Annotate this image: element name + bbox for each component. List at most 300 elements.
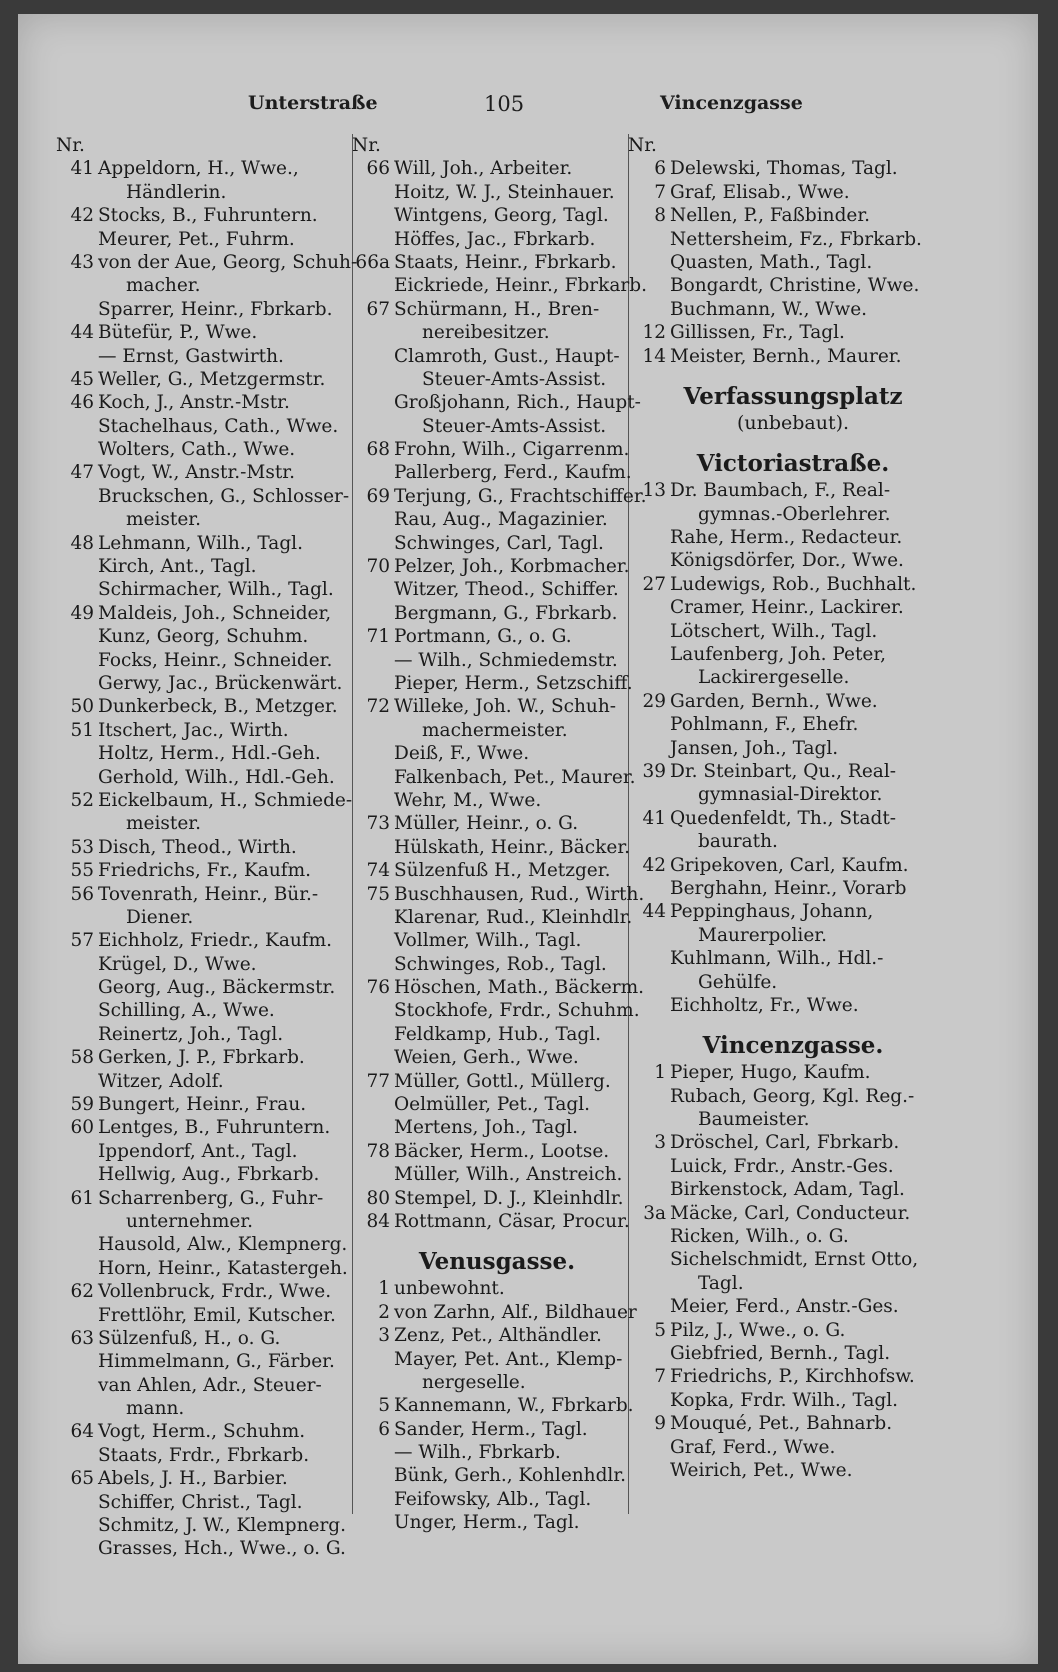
- entry-text: Höschen, Math., Bäckerm.: [394, 977, 645, 999]
- entry-text: — Wilh., Schmiedemstr.: [394, 649, 618, 671]
- house-number: 51: [70, 719, 94, 741]
- directory-entry: [56, 1280, 361, 1303]
- entry-text: Stempel, D. J., Kleinhdlr.: [394, 1187, 624, 1209]
- directory-entry: [56, 134, 361, 157]
- directory-entry: [56, 1374, 361, 1397]
- directory-entry: [352, 1371, 642, 1394]
- entry-text: Georg, Aug., Bäckermstr.: [98, 977, 336, 999]
- directory-entry: [352, 672, 642, 695]
- directory-entry: [628, 228, 958, 251]
- entry-text: Vollenbruck, Frdr., Wwe.: [98, 1281, 332, 1303]
- house-number: 68: [366, 439, 390, 461]
- house-number: 6: [378, 1418, 390, 1440]
- entry-text: Quedenfeldt, Th., Stadt-: [670, 807, 897, 829]
- directory-entry: [56, 321, 361, 344]
- directory-entry: [56, 1116, 361, 1139]
- house-number: 42: [70, 205, 94, 227]
- house-number: 44: [70, 322, 94, 344]
- directory-entry: [352, 1187, 642, 1210]
- entry-text: Witzer, Theod., Schiffer.: [394, 579, 619, 601]
- house-number: 1: [378, 1278, 390, 1300]
- directory-entry: [628, 971, 958, 994]
- street-heading: [628, 1017, 958, 1061]
- entry-text: Jansen, Joh., Tagl.: [670, 737, 839, 759]
- header-right-street: Vincenzgasse: [660, 92, 803, 114]
- directory-entry: [352, 766, 642, 789]
- directory-entry: [352, 274, 647, 297]
- entry-text: Appeldorn, H., Wwe.,: [98, 158, 299, 180]
- house-number: 2: [378, 1301, 390, 1323]
- street-heading: [628, 368, 958, 412]
- entry-text: Vogt, W., Anstr.-Mstr.: [98, 462, 295, 484]
- entry-text: von der Aue, Georg, Schuh-: [98, 251, 358, 273]
- entry-text: Müller, Gottl., Müllerg.: [394, 1070, 611, 1092]
- directory-entry: [56, 929, 361, 952]
- directory-entry: [628, 1225, 958, 1248]
- entry-text: Eichholtz, Fr., Wwe.: [670, 994, 859, 1016]
- directory-entry: [628, 526, 958, 549]
- entry-text: Bergmann, G., Fbrkarb.: [394, 602, 618, 624]
- house-number: 55: [70, 860, 94, 882]
- entry-text: Bungert, Heinr., Frau.: [98, 1094, 307, 1116]
- entry-text: Meier, Ferd., Anstr.-Ges.: [670, 1296, 899, 1318]
- directory-entry: [352, 1046, 642, 1069]
- house-number: 60: [70, 1117, 94, 1139]
- directory-entry: [56, 1093, 361, 1116]
- entry-text: machermeister.: [422, 719, 568, 741]
- entry-text: Gillissen, Fr., Tagl.: [670, 322, 845, 344]
- house-number: 27: [642, 573, 666, 595]
- house-number: 56: [70, 883, 94, 905]
- entry-text: Pelzer, Joh., Korbmacher.: [394, 556, 630, 578]
- directory-entry: [352, 1070, 642, 1093]
- directory-column-3: [628, 134, 958, 1482]
- entry-text: Vincenzgasse.: [702, 1032, 884, 1060]
- entry-text: Meister, Bernh., Maurer.: [670, 345, 902, 367]
- house-number: 1: [654, 1062, 666, 1084]
- directory-entry: [56, 953, 361, 976]
- entry-text: Witzer, Adolf.: [98, 1070, 224, 1092]
- house-number: 69: [366, 485, 390, 507]
- entry-text: Wolters, Cath., Wwe.: [98, 439, 296, 461]
- entry-text: Rottmann, Cäsar, Procur.: [394, 1210, 630, 1232]
- directory-entry: [352, 602, 642, 625]
- house-number: 80: [366, 1187, 390, 1209]
- directory-entry: [352, 485, 647, 508]
- directory-entry: [628, 807, 958, 830]
- directory-entry: [352, 649, 642, 672]
- house-number: 76: [366, 977, 390, 999]
- directory-entry: [352, 1116, 642, 1139]
- entry-text: Sülzenfuß H., Metzger.: [394, 860, 611, 882]
- directory-entry: [352, 742, 642, 765]
- entry-text: Nettersheim, Fz., Fbrkarb.: [670, 228, 922, 250]
- entry-text: Will, Joh., Arbeiter.: [394, 158, 573, 180]
- column-label: Nr.: [56, 135, 85, 156]
- directory-entry: [628, 1412, 958, 1435]
- entry-text: Rubach, Georg, Kgl. Reg.-: [670, 1085, 915, 1107]
- entry-text: Gerhold, Wilh., Hdl.-Geh.: [98, 766, 335, 788]
- house-number: 47: [70, 462, 94, 484]
- entry-text: Großjohann, Rich., Haupt-: [394, 392, 641, 414]
- directory-entry: [56, 508, 361, 531]
- entry-text: Lehmann, Wilh., Tagl.: [98, 532, 303, 554]
- directory-entry: [56, 1304, 361, 1327]
- directory-entry: [628, 204, 958, 227]
- entry-text: Kopka, Frdr. Wilh., Tagl.: [670, 1389, 899, 1411]
- directory-entry: [56, 251, 361, 274]
- directory-entry: [628, 1389, 958, 1412]
- entry-text: Willeke, Joh. W., Schuh-: [394, 696, 616, 718]
- entry-text: Holtz, Herm., Hdl.-Geh.: [98, 743, 321, 765]
- house-number: 52: [70, 789, 94, 811]
- entry-text: Kannemann, W., Fbrkarb.: [394, 1395, 634, 1417]
- entry-text: Hoitz, W. J., Steinhauer.: [394, 181, 615, 203]
- directory-entry: [56, 812, 361, 835]
- directory-entry: [628, 274, 958, 297]
- house-number: 12: [642, 322, 666, 344]
- entry-text: Frohn, Wilh., Cigarrenm.: [394, 439, 630, 461]
- directory-entry: [56, 1140, 361, 1163]
- directory-entry: [352, 1140, 642, 1163]
- directory-entry: [628, 345, 958, 368]
- house-number: 53: [70, 836, 94, 858]
- house-number: 39: [642, 760, 666, 782]
- entry-text: Mayer, Pet. Ant., Klemp-: [394, 1348, 623, 1370]
- house-number: 63: [70, 1327, 94, 1349]
- entry-text: Luick, Frdr., Anstr.-Ges.: [670, 1155, 894, 1177]
- entry-text: Pallerberg, Ferd., Kaufm.: [394, 462, 632, 484]
- entry-text: Unger, Herm., Tagl.: [394, 1512, 580, 1534]
- directory-entry: [352, 1324, 642, 1347]
- directory-entry: [352, 1488, 642, 1511]
- entry-text: Himmelmann, G., Färber.: [98, 1351, 335, 1373]
- house-number: 71: [366, 626, 390, 648]
- directory-entry: [352, 204, 642, 227]
- entry-text: Mäcke, Carl, Conducteur.: [670, 1202, 911, 1224]
- entry-text: Bütefür, P., Wwe.: [98, 322, 258, 344]
- directory-entry: [628, 251, 958, 274]
- directory-entry: [56, 1350, 361, 1373]
- directory-entry: [56, 976, 361, 999]
- house-number: 74: [366, 860, 390, 882]
- directory-entry: [628, 1295, 958, 1318]
- directory-entry: [628, 1459, 958, 1482]
- directory-entry: [56, 368, 361, 391]
- entry-text: Weien, Gerh., Wwe.: [394, 1047, 579, 1069]
- directory-entry: [56, 274, 361, 297]
- entry-text: Pieper, Herm., Setzschiff.: [394, 672, 633, 694]
- directory-entry: [56, 298, 361, 321]
- directory-entry: [56, 461, 361, 484]
- directory-entry: [352, 906, 642, 929]
- directory-entry: [352, 789, 642, 812]
- entry-text: Gerwy, Jac., Brückenwärt.: [98, 672, 343, 694]
- directory-entry: [352, 1301, 642, 1324]
- entry-text: Müller, Wilh., Anstreich.: [394, 1164, 623, 1186]
- directory-entry: [628, 596, 958, 619]
- house-number: 9: [654, 1413, 666, 1435]
- house-number: 29: [642, 690, 666, 712]
- entry-text: gymnasial-Direktor.: [698, 784, 883, 806]
- directory-entry: [628, 134, 958, 157]
- directory-entry: [352, 532, 642, 555]
- entry-text: Ippendorf, Ant., Tagl.: [98, 1140, 298, 1162]
- entry-text: Bäcker, Herm., Lootse.: [394, 1140, 610, 1162]
- house-number: 13: [642, 480, 666, 502]
- entry-text: Berghahn, Heinr., Vorarb: [670, 877, 907, 899]
- directory-entry: [56, 1327, 361, 1350]
- directory-entry: [628, 321, 958, 344]
- entry-text: Venusgasse.: [418, 1248, 576, 1276]
- directory-entry: [628, 737, 958, 760]
- entry-text: Königsdörfer, Dor., Wwe.: [670, 550, 904, 572]
- directory-entry: [352, 625, 642, 648]
- directory-entry: [56, 742, 361, 765]
- directory-entry: [352, 1394, 642, 1417]
- entry-text: Schirmacher, Wilh., Tagl.: [98, 579, 334, 601]
- entry-text: — Ernst, Gastwirth.: [98, 345, 284, 367]
- entry-text: Buschhausen, Rud., Wirth.: [394, 883, 645, 905]
- directory-entry: [56, 883, 361, 906]
- street-heading: [628, 435, 958, 479]
- directory-entry: [628, 1061, 958, 1084]
- house-number: 7: [654, 1366, 666, 1388]
- directory-entry: [352, 298, 642, 321]
- entry-text: Feifowsky, Alb., Tagl.: [394, 1488, 592, 1510]
- directory-entry: [352, 368, 642, 391]
- directory-entry: [352, 859, 642, 882]
- entry-text: Tagl.: [698, 1272, 744, 1294]
- entry-text: Deiß, F., Wwe.: [394, 743, 530, 765]
- directory-entry: [628, 877, 958, 900]
- entry-text: (unbebaut).: [736, 411, 850, 434]
- entry-text: Klarenar, Rud., Kleinhdlr.: [394, 906, 633, 928]
- directory-entry: [56, 578, 361, 601]
- running-header: [18, 92, 1038, 128]
- entry-text: Baumeister.: [698, 1109, 810, 1131]
- entry-text: Lentges, B., Fuhruntern.: [98, 1117, 331, 1139]
- directory-entry: [56, 672, 361, 695]
- entry-text: Gripekoven, Carl, Kaufm.: [670, 854, 909, 876]
- house-number: 8: [654, 205, 666, 227]
- entry-text: Mertens, Joh., Tagl.: [394, 1117, 578, 1139]
- directory-entry: [628, 1131, 958, 1154]
- house-number: 67: [366, 298, 390, 320]
- directory-entry: [56, 625, 361, 648]
- entry-text: Zenz, Pet., Althändler.: [394, 1325, 602, 1347]
- house-number: 66: [366, 158, 390, 180]
- directory-entry: [56, 602, 361, 625]
- directory-entry: [56, 789, 361, 812]
- entry-text: Schilling, A., Wwe.: [98, 1000, 275, 1022]
- house-number: 44: [642, 901, 666, 923]
- directory-entry: [352, 976, 645, 999]
- directory-entry: [352, 1464, 642, 1487]
- directory-entry: [352, 228, 642, 251]
- entry-text: Dunkerbeck, B., Metzger.: [98, 696, 338, 718]
- directory-entry: [628, 1248, 958, 1271]
- directory-entry: [56, 181, 361, 204]
- directory-entry: [56, 999, 361, 1022]
- directory-entry: [56, 1514, 361, 1537]
- entry-text: Eickriede, Heinr., Fbrkarb.: [394, 275, 647, 297]
- entry-text: von Zarhn, Alf., Bildhauer: [394, 1301, 637, 1323]
- directory-entry: [352, 812, 642, 835]
- entry-text: Horn, Heinr., Katastergeh.: [98, 1257, 348, 1279]
- directory-entry: [628, 713, 958, 736]
- entry-text: Vogt, Herm., Schuhm.: [98, 1421, 306, 1443]
- directory-entry: [352, 1511, 642, 1534]
- directory-entry: [628, 830, 958, 853]
- house-number: 43: [70, 251, 94, 273]
- directory-entry: [352, 929, 642, 952]
- directory-entry: [56, 228, 361, 251]
- house-number: 72: [366, 696, 390, 718]
- directory-entry: [56, 766, 361, 789]
- directory-entry: [628, 690, 958, 713]
- house-number: 62: [70, 1281, 94, 1303]
- entry-text: Verfassungsplatz: [683, 382, 903, 410]
- house-number: 84: [366, 1210, 390, 1232]
- entry-text: Disch, Theod., Wirth.: [98, 836, 297, 858]
- entry-text: Krügel, D., Wwe.: [98, 953, 257, 975]
- directory-entry: [352, 1348, 642, 1371]
- entry-text: unternehmer.: [126, 1210, 254, 1232]
- entry-text: Sichelschmidt, Ernst Otto,: [670, 1249, 919, 1271]
- directory-entry: [628, 947, 958, 970]
- directory-entry: [56, 1257, 361, 1280]
- directory-entry: [56, 1210, 361, 1233]
- entry-text: Graf, Ferd., Wwe.: [670, 1436, 836, 1458]
- directory-entry: [628, 181, 958, 204]
- directory-entry: [628, 1272, 958, 1295]
- directory-entry: [352, 1441, 642, 1464]
- directory-entry: [628, 549, 958, 572]
- directory-entry: [628, 573, 958, 596]
- entry-text: Friedrichs, P., Kirchhofsw.: [670, 1366, 915, 1388]
- street-note: [628, 412, 958, 435]
- house-number: 70: [366, 556, 390, 578]
- directory-entry: [628, 1108, 958, 1131]
- entry-text: Friedrichs, Fr., Kaufm.: [98, 860, 312, 882]
- entry-text: meister.: [126, 509, 201, 531]
- directory-entry: [628, 1365, 958, 1388]
- directory-entry: [628, 620, 958, 643]
- entry-text: van Ahlen, Adr., Steuer-: [98, 1374, 322, 1396]
- entry-text: Staats, Heinr., Fbrkarb.: [394, 251, 617, 273]
- entry-text: Sülzenfuß, H., o. G.: [98, 1327, 281, 1349]
- entry-text: Reinertz, Joh., Tagl.: [98, 1023, 284, 1045]
- entry-text: Clamroth, Gust., Haupt-: [394, 345, 620, 367]
- house-number: 59: [70, 1094, 94, 1116]
- house-number: 57: [70, 930, 94, 952]
- directory-entry: [56, 1070, 361, 1093]
- directory-column-2: [352, 134, 647, 1535]
- directory-entry: [56, 485, 361, 508]
- directory-entry: [628, 503, 958, 526]
- entry-text: Weirich, Pet., Wwe.: [670, 1459, 853, 1481]
- entry-text: Laufenberg, Joh. Peter,: [670, 644, 887, 666]
- entry-text: Terjung, G., Frachtschiffer.: [394, 485, 647, 507]
- entry-text: Grasses, Hch., Wwe., o. G.: [98, 1538, 346, 1560]
- house-number: 48: [70, 532, 94, 554]
- house-number: 61: [70, 1187, 94, 1209]
- directory-entry: [56, 345, 361, 368]
- entry-text: Weller, G., Metzgermstr.: [98, 368, 326, 390]
- directory-entry: [352, 1418, 642, 1441]
- entry-text: Graf, Elisab., Wwe.: [670, 181, 850, 203]
- directory-entry: [628, 479, 958, 502]
- house-number: 41: [70, 158, 94, 180]
- directory-entry: [56, 157, 361, 180]
- entry-text: Sander, Herm., Tagl.: [394, 1418, 588, 1440]
- entry-text: Kirch, Ant., Tagl.: [98, 556, 257, 578]
- directory-entry: [352, 883, 645, 906]
- directory-entry: [56, 1467, 361, 1490]
- entry-text: Höffes, Jac., Fbrkarb.: [394, 228, 596, 250]
- directory-entry: [352, 1023, 642, 1046]
- entry-text: Maldeis, Joh., Schneider,: [98, 602, 332, 624]
- entry-text: Sparrer, Heinr., Fbrkarb.: [98, 298, 333, 320]
- directory-entry: [352, 251, 642, 274]
- house-number: 5: [654, 1319, 666, 1341]
- directory-entry: [56, 438, 361, 461]
- street-heading: [352, 1233, 642, 1277]
- entry-text: Stockhofe, Frdr., Schuhm.: [394, 1000, 640, 1022]
- entry-text: Birkenstock, Adam, Tagl.: [670, 1179, 905, 1201]
- directory-entry: [352, 461, 642, 484]
- entry-text: baurath.: [698, 831, 778, 853]
- header-left-street: Unterstraße: [248, 92, 378, 114]
- directory-page: [18, 14, 1038, 1664]
- entry-text: Koch, J., Anstr.-Mstr.: [98, 392, 290, 414]
- directory-entry: [352, 836, 642, 859]
- entry-text: Vollmer, Wilh., Tagl.: [394, 930, 582, 952]
- entry-text: Eickelbaum, H., Schmiede-: [98, 789, 353, 811]
- entry-text: Nellen, P., Faßbinder.: [670, 205, 871, 227]
- entry-text: macher.: [126, 275, 201, 297]
- directory-entry: [628, 760, 958, 783]
- directory-entry: [56, 1420, 361, 1443]
- house-number: 41: [642, 807, 666, 829]
- directory-entry: [352, 1277, 642, 1300]
- entry-text: meister.: [126, 813, 201, 835]
- entry-text: Dr. Baumbach, F., Real-: [670, 480, 891, 502]
- entry-text: gymnas.-Oberlehrer.: [698, 503, 891, 525]
- entry-text: Tovenrath, Heinr., Bür.-: [98, 883, 319, 905]
- house-number: 65: [70, 1468, 94, 1490]
- entry-text: Mouqué, Pet., Bahnarb.: [670, 1413, 893, 1435]
- entry-text: Schiffer, Christ., Tagl.: [98, 1491, 303, 1513]
- directory-entry: [628, 924, 958, 947]
- entry-text: Gerken, J. P., Fbrkarb.: [98, 1047, 305, 1069]
- house-number: 49: [70, 602, 94, 624]
- entry-text: Feldkamp, Hub., Tagl.: [394, 1023, 602, 1045]
- entry-text: Peppinghaus, Johann,: [670, 901, 874, 923]
- house-number: 46: [70, 392, 94, 414]
- entry-text: Pohlmann, F., Ehefr.: [670, 714, 859, 736]
- entry-text: Kuhlmann, Wilh., Hdl.-: [670, 948, 884, 970]
- entry-text: Steuer-Amts-Assist.: [422, 415, 607, 437]
- entry-text: Dr. Steinbart, Qu., Real-: [670, 760, 897, 782]
- entry-text: Ricken, Wilh., o. G.: [670, 1226, 849, 1248]
- house-number: 6: [654, 158, 666, 180]
- entry-text: Victoriastraße.: [696, 450, 890, 478]
- house-number: 73: [366, 813, 390, 835]
- directory-entry: [56, 695, 361, 718]
- entry-text: Delewski, Thomas, Tagl.: [670, 158, 898, 180]
